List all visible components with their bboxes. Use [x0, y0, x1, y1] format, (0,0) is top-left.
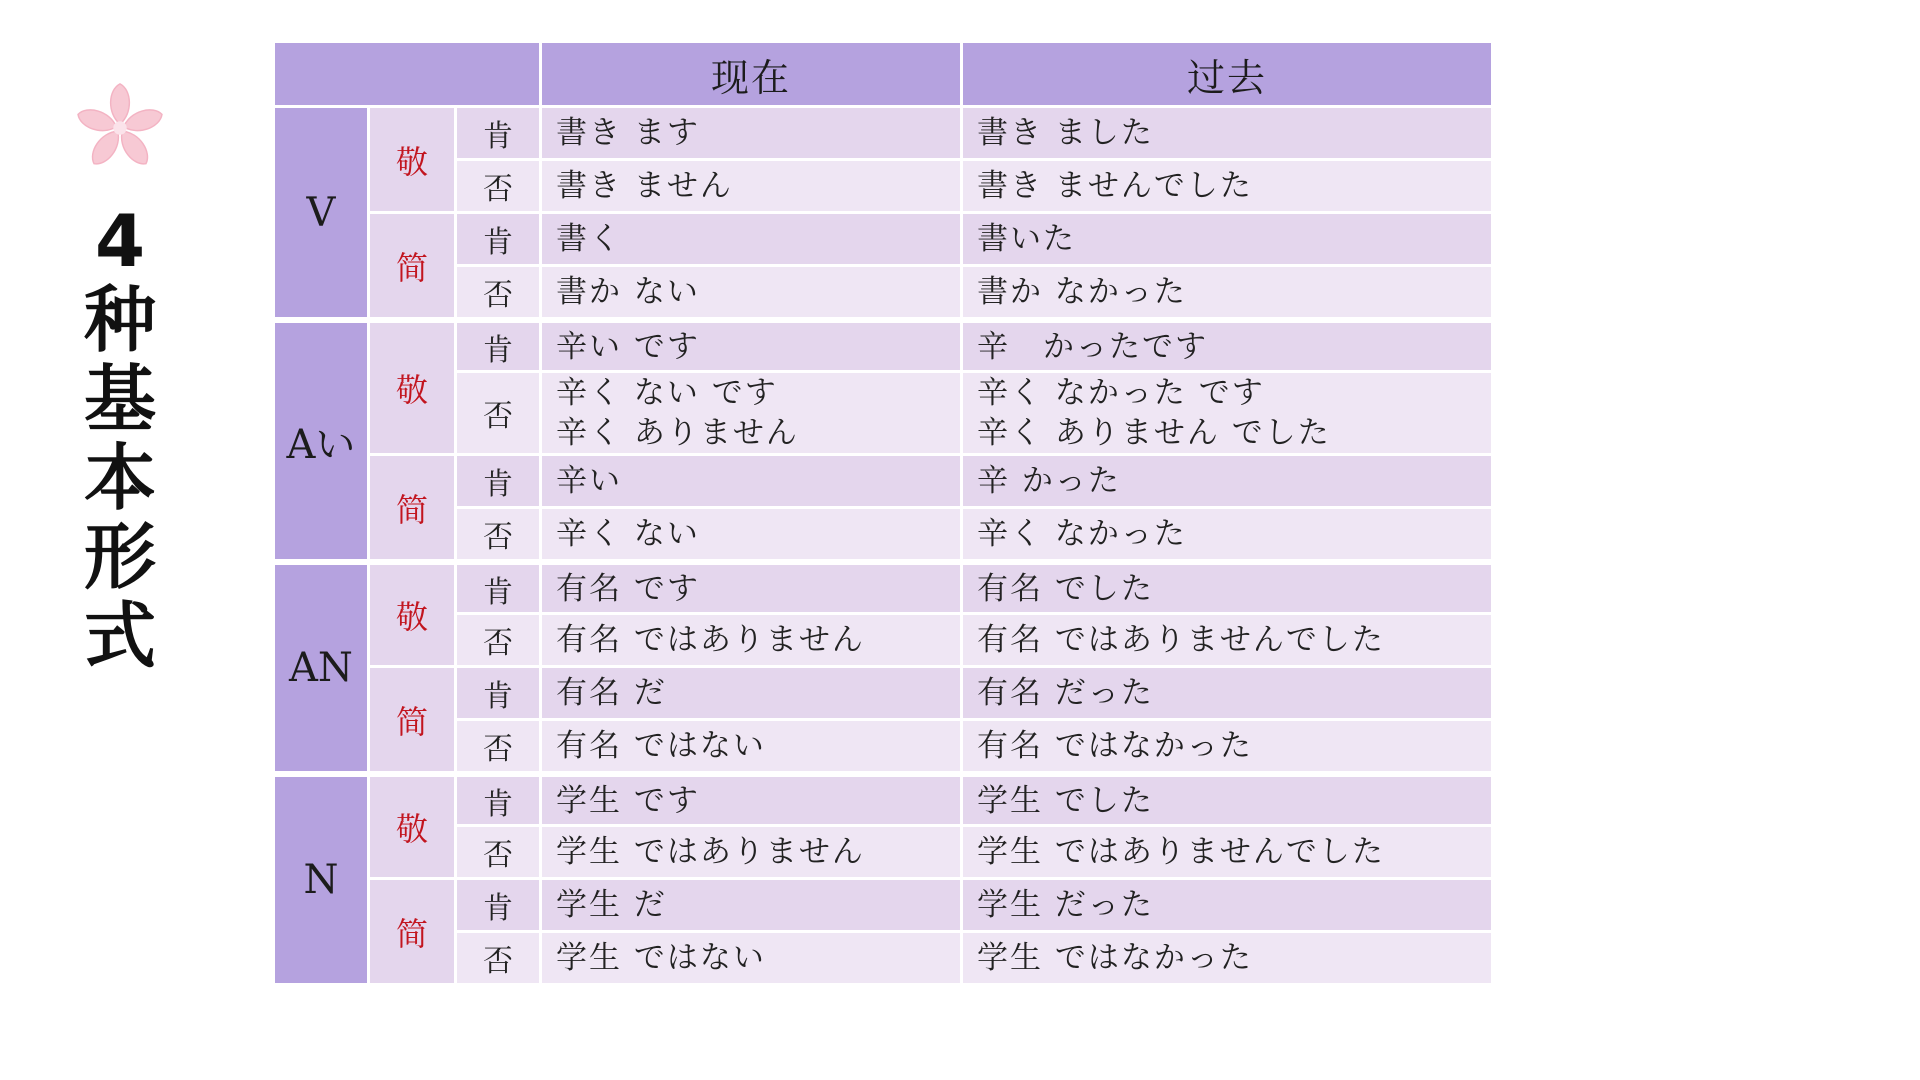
- present-form-text: 学生 だ: [556, 887, 667, 923]
- table-row: [275, 827, 1491, 877]
- polarity-cell: 肯: [457, 320, 539, 370]
- table-row: [275, 562, 1491, 612]
- present-form-text: 辛く ない です: [556, 375, 778, 411]
- past-form-text: 辛 かった: [977, 463, 1121, 499]
- table-row: [275, 933, 1491, 983]
- polarity-cell: 否: [457, 161, 539, 211]
- polarity-cell: 肯: [457, 214, 539, 264]
- table-row: [275, 214, 1491, 264]
- past-form-cell: [963, 456, 1491, 506]
- past-form-cell: [963, 668, 1491, 718]
- category-cell: V: [275, 108, 367, 317]
- politeness-cell: 敬: [370, 774, 454, 877]
- header-blank-cell: [275, 43, 539, 105]
- past-form-text: 辛く ありません でした: [977, 415, 1331, 451]
- politeness-cell: 敬: [370, 320, 454, 453]
- past-form-cell: [963, 827, 1491, 877]
- page-title: [83, 199, 156, 678]
- past-form-text: 辛 かったです: [977, 328, 1208, 365]
- present-form-cell: [542, 161, 960, 211]
- present-form-text: 学生 です: [556, 782, 700, 819]
- title-char: 4: [94, 199, 146, 283]
- table-row: [275, 668, 1491, 718]
- past-form-cell: [963, 108, 1491, 158]
- past-form-text: 学生 だった: [977, 887, 1154, 923]
- present-form-text: 有名 です: [556, 570, 700, 607]
- polarity-cell: 否: [457, 827, 539, 877]
- past-form-text: 学生 ではありませんでした: [977, 834, 1385, 870]
- table-body: [275, 108, 1491, 983]
- politeness-cell: 简: [370, 456, 454, 559]
- polarity-cell: 否: [457, 267, 539, 317]
- politeness-cell: 简: [370, 668, 454, 771]
- category-cell: AN: [275, 562, 367, 771]
- header-present: 现在: [542, 43, 960, 105]
- present-form-cell: [542, 615, 960, 665]
- table-row: [275, 267, 1491, 317]
- past-form-text: 学生 でした: [977, 782, 1154, 819]
- polarity-cell: 肯: [457, 456, 539, 506]
- table-row: [275, 509, 1491, 559]
- present-form-cell: [542, 267, 960, 317]
- present-form-text: 有名 だ: [556, 675, 667, 711]
- polarity-cell: 肯: [457, 562, 539, 612]
- past-form-cell: [963, 933, 1491, 983]
- present-form-text: 書か ない: [556, 274, 700, 310]
- present-form-cell: [542, 509, 960, 559]
- present-form-cell: [542, 827, 960, 877]
- past-form-text: 有名 ではありませんでした: [977, 622, 1385, 658]
- present-form-text: 辛い です: [556, 328, 700, 365]
- politeness-cell: 敬: [370, 108, 454, 211]
- polarity-cell: 肯: [457, 668, 539, 718]
- past-form-cell: [963, 615, 1491, 665]
- sakura-flower-icon: [72, 80, 168, 176]
- past-form-text: 書き ました: [977, 115, 1154, 151]
- table-row: [275, 161, 1491, 211]
- present-form-cell: [542, 880, 960, 930]
- title-char: 种: [83, 278, 156, 362]
- past-form-cell: [963, 880, 1491, 930]
- side-title: [60, 80, 180, 676]
- past-form-text: 有名 ではなかった: [977, 728, 1253, 764]
- present-form-text: 学生 ではありません: [556, 834, 865, 870]
- polarity-cell: 肯: [457, 108, 539, 158]
- polarity-cell: 否: [457, 509, 539, 559]
- past-form-text: 有名 だった: [977, 675, 1154, 711]
- present-form-text: 書き ます: [556, 115, 700, 151]
- past-form-cell: [963, 774, 1491, 824]
- present-form-text: 辛く ありません: [556, 415, 799, 451]
- polarity-cell: 否: [457, 373, 539, 453]
- present-form-cell: [542, 108, 960, 158]
- title-char: 本: [83, 436, 156, 520]
- table-row: [275, 108, 1491, 158]
- table-row: [275, 721, 1491, 771]
- present-form-cell: [542, 214, 960, 264]
- present-form-text: 有名 ではありません: [556, 622, 865, 658]
- table-row: [275, 774, 1491, 824]
- past-form-cell: [963, 373, 1491, 453]
- present-form-cell: [542, 373, 960, 453]
- polarity-cell: 否: [457, 933, 539, 983]
- past-form-text: 学生 ではなかった: [977, 940, 1253, 976]
- politeness-cell: 敬: [370, 562, 454, 665]
- past-form-cell: [963, 267, 1491, 317]
- present-form-cell: [542, 721, 960, 771]
- present-form-cell: [542, 933, 960, 983]
- past-form-cell: [963, 161, 1491, 211]
- politeness-cell: 简: [370, 880, 454, 983]
- category-cell: Aい: [275, 320, 367, 559]
- table-row: [275, 880, 1491, 930]
- conjugation-table: [272, 40, 1494, 986]
- past-form-text: 書いた: [977, 221, 1076, 257]
- past-form-text: 書か なかった: [977, 274, 1187, 310]
- header-past: 过去: [963, 43, 1491, 105]
- title-char: 式: [83, 594, 156, 678]
- present-form-text: 辛い: [556, 463, 622, 499]
- category-cell: N: [275, 774, 367, 983]
- polarity-cell: 否: [457, 615, 539, 665]
- present-form-text: 有名 ではない: [556, 728, 766, 764]
- past-form-cell: [963, 721, 1491, 771]
- table-row: [275, 373, 1491, 453]
- present-form-cell: [542, 668, 960, 718]
- present-form-cell: [542, 320, 960, 370]
- past-form-text: 辛く なかった です: [977, 375, 1265, 411]
- polarity-cell: 肯: [457, 880, 539, 930]
- table-header-row: [275, 43, 1491, 105]
- polarity-cell: 否: [457, 721, 539, 771]
- past-form-cell: [963, 562, 1491, 612]
- title-char: 形: [83, 515, 156, 599]
- present-form-text: 書く: [556, 221, 622, 257]
- present-form-cell: [542, 774, 960, 824]
- present-form-cell: [542, 456, 960, 506]
- present-form-text: 学生 ではない: [556, 940, 766, 976]
- present-form-text: 書き ません: [556, 168, 733, 204]
- title-char: 基: [83, 357, 156, 441]
- table-row: [275, 456, 1491, 506]
- past-form-text: 書き ませんでした: [977, 168, 1253, 204]
- present-form-cell: [542, 562, 960, 612]
- table-row: [275, 615, 1491, 665]
- politeness-cell: 简: [370, 214, 454, 317]
- table-row: [275, 320, 1491, 370]
- present-form-text: 辛く ない: [556, 516, 700, 552]
- past-form-cell: [963, 214, 1491, 264]
- past-form-cell: [963, 509, 1491, 559]
- past-form-cell: [963, 320, 1491, 370]
- past-form-text: 有名 でした: [977, 570, 1154, 607]
- polarity-cell: 肯: [457, 774, 539, 824]
- past-form-text: 辛く なかった: [977, 516, 1187, 552]
